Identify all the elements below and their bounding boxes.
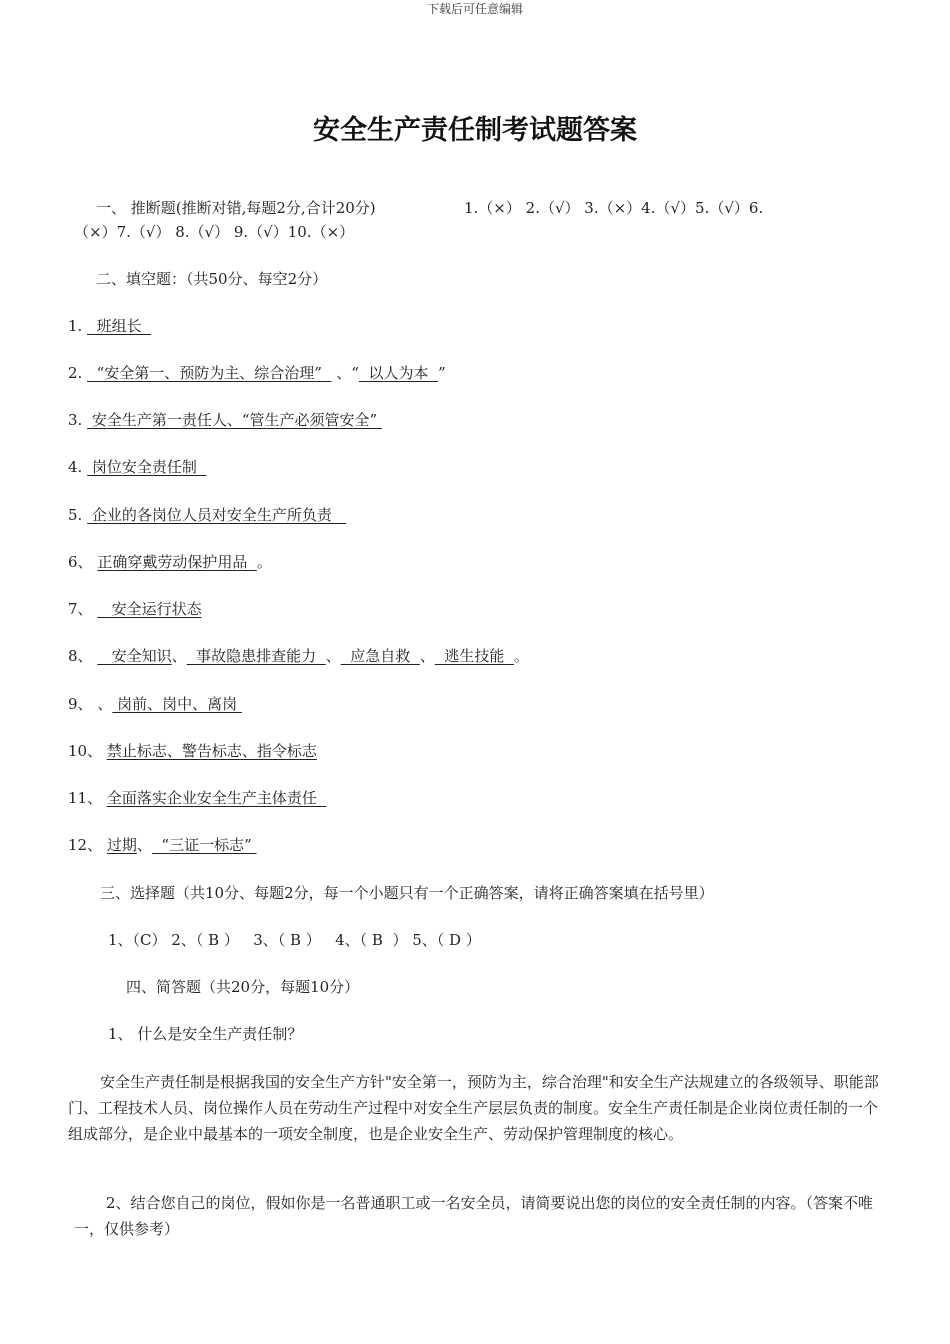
fill-item [68,503,346,527]
fill-item-number: 12、 [68,836,107,854]
fill-answer: 班组长 [87,317,152,335]
fill-text: 、 [136,836,152,854]
fill-item [68,597,202,621]
fill-answer: 正确穿戴劳动保护用品 [97,553,257,571]
section1-heading: 一、 推断题(推断对错,每题2分,合计20分) [96,199,376,217]
fill-answer: 安全生产第一责任人、“管生产必须管安全” [87,411,382,429]
fill-item [68,644,529,668]
fill-answer: “三证一标志” [151,836,257,854]
fill-answer: 岗位安全责任制 [87,458,207,476]
fill-text: 、“ [331,364,359,382]
fill-text: 、 [171,647,187,665]
fill-item-number: 11、 [68,789,107,807]
fill-item-number: 3. [68,411,88,429]
fill-text: 、 [325,647,341,665]
fill-answer: 岗前、岗中、离岗 [112,695,242,713]
fill-item [68,455,206,479]
fill-text: 。 [513,647,529,665]
fill-item [68,786,326,810]
fill-item [68,833,257,857]
section3-heading: 三、选择题（共10分、每题2分，每一个小题只有一个正确答案，请将正确答案填在括号里） [100,884,714,902]
fill-text: 、 [419,647,435,665]
section2-heading: 二、填空题：（共50分、每空2分） [96,270,328,288]
fill-item [68,692,242,716]
fill-item-number: 1. [68,317,88,335]
fill-answer: 禁止标志、警告标志、指令标志 [106,742,317,760]
fill-text: 。 [256,553,272,571]
fill-item [68,361,446,385]
fill-answer: 逃生技能 [434,647,514,665]
fill-answer: 安全知识 [97,647,172,665]
fill-text: ” [438,364,446,382]
section4-heading: 四、简答题（共20分，每题10分） [126,978,360,996]
fill-item [68,314,151,338]
fill-item-number: 4. [68,458,88,476]
header-note: 下载后可任意编辑 [426,2,523,16]
fill-item-number: 2. [68,364,88,382]
question-1: 1、 什么是安全生产责任制？ [108,1025,303,1043]
fill-item [68,550,272,574]
fill-item [68,739,317,763]
section3-answers: 1、（C） 2、（ B ） 3、（ B ） 4、（ B ） 5、（ D ） [108,931,481,949]
fill-item-number: 9、 [68,695,98,713]
section1-answers-line1: 1.（×） 2.（√） 3.（×）4.（√）5.（√）6. [464,199,764,217]
fill-item [68,408,382,432]
fill-item-number: 5. [68,506,88,524]
page-title: 安全生产责任制考试题答案 [313,115,637,146]
fill-item-number: 10、 [68,742,107,760]
fill-answer: 安全运行状态 [97,600,202,618]
fill-text: 、 [97,695,113,713]
fill-answer: 企业的各岗位人员对安全生产所负责 [87,506,347,524]
fill-answer: “安全第一、预防为主、综合治理” [87,364,332,382]
fill-answer: 应急自救 [340,647,420,665]
fill-answer: 过期 [106,836,137,854]
fill-item-number: 7、 [68,600,98,618]
fill-item-number: 8、 [68,647,98,665]
fill-answer: 以人为本 [358,364,439,382]
answer-1-paragraph: 安全生产责任制是根据我国的安全生产方针"安全第一，预防为主，综合治理"和安全生产法规建立的各级领导、职能部门、工程技术人员、岗位操作人员在劳动生产过程中对安全生产层层负责的制度。安全生产责任制是企业岗位责任制的一个组成部分，是企业中最基本的一项安全制度，也是企业安全生产、劳动保护管理制度的核心。 [68,1073,879,1143]
fill-item-number: 6、 [68,553,98,571]
section1-answers-line2: （×）7.（√） 8.（√） 9.（√）10.（×） [74,223,355,241]
fill-answer: 事故隐患排查能力 [186,647,326,665]
question-2: 2、结合您自己的岗位，假如你是一名普通职工或一名安全员，请简要说出您的岗位的安全责任制的内容。（答案不唯一，仅供参考） [74,1194,874,1238]
fill-answer: 全面落实企业安全生产主体责任 [106,789,327,807]
